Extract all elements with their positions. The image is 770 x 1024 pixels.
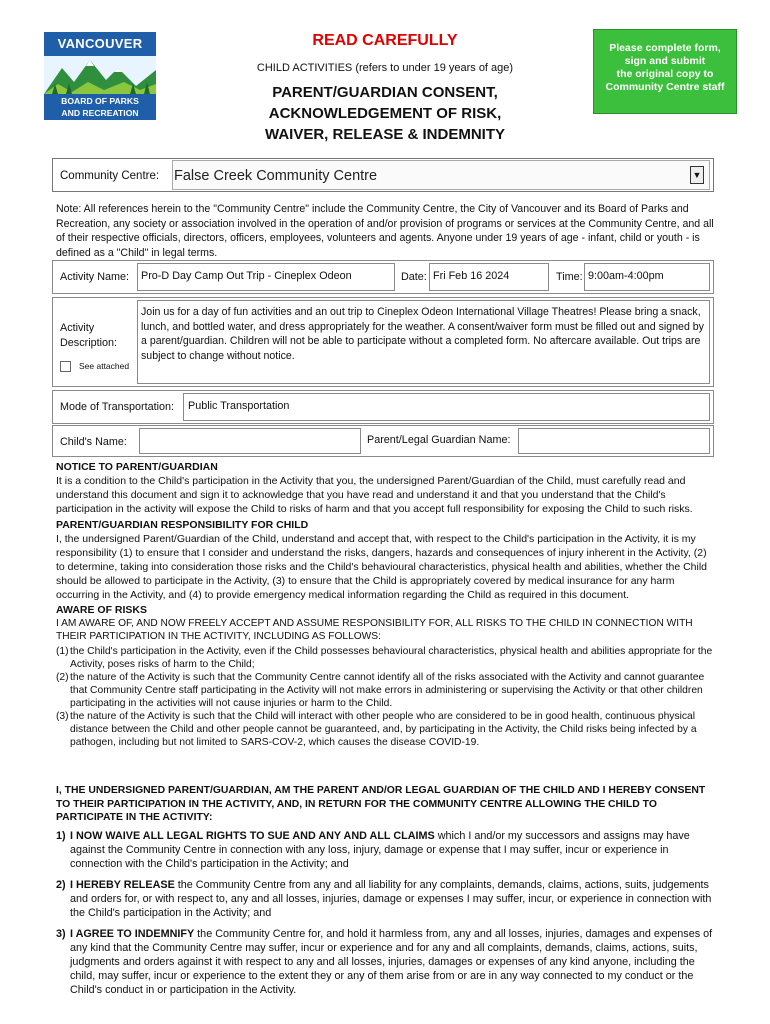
list-item (56, 927, 716, 997)
activity-description-label-1: Activity (60, 322, 95, 334)
form-title-line-1: PARENT/GUARDIAN CONSENT, (272, 84, 498, 101)
read-carefully-heading: READ CAREFULLY (312, 32, 458, 49)
form-title-line-2: ACKNOWLEDGEMENT OF RISK, (268, 105, 502, 122)
risk-item-text: the nature of the Activity is such that the Community Centre cannot identify all of the risks associated with the Activity and cannot guarantee that Community Centre staff participating in the Activity will not make errors in administering or supervising the Activity or that other children participating in the activities will not cause injuries or harm to the Child. (70, 672, 705, 709)
list-item (56, 645, 716, 671)
consent-item-bold: I AGREE TO INDEMNIFY (70, 928, 195, 940)
guardian-name-label: Parent/Legal Guardian Name: (367, 434, 511, 446)
date-value: Fri Feb 16 2024 (433, 270, 510, 282)
risk-item-text: the nature of the Activity is such that the Child will interact with other people who are considered to be in good health, continuous physical distance between the Child and other people cannot be guaranteed, and, by participating in the Activity, the Child risks being infected by a pathogen, including but not limited to SARS-COV-2, which causes the disease COVID-19. (70, 711, 697, 748)
see-attached-checkbox[interactable] (60, 361, 71, 372)
consent-item-text: which I and/or my successors and assigns may have against the Community Centre in connection with any loss, injury, damage or expense that I may suffer, incur or experience in connection with the Child's participation in the Activity; and (70, 830, 690, 870)
instructions-line-4: Community Centre staff (605, 81, 725, 93)
risks-list (56, 645, 716, 749)
date-label: Date: (401, 271, 427, 283)
responsibility-text: I, the undersigned Parent/Guardian of the Child, understand and accept that, with respect to the Child's participation in the Activity, it is my responsibility (1) to ensure that I consider and understand the risks, dangers, hazards and consequences of injury inherent in the Activity, (2) to determine, taking into consideration those risks and the Child's behavioural characteristics, physical health and abilities, whether the Child should be allowed to participate in the Activity, (3) to ensure that the Child is appropriately covered by medical insurance for any harm occurring in the Activity, and (4) to provide emergency medical information regarding the Child as required in this document. (56, 533, 708, 601)
consent-item-number: 1) (56, 830, 66, 842)
child-name-label: Child's Name: (60, 436, 127, 448)
list-item (56, 878, 716, 920)
consent-item-text: the Community Centre for, and hold it harmless from, any and all losses, injuries, damages and expenses of any kind that the Community Centre may suffer, incur or experience and for any and all complaints, demands, claims, actions, suits, judgments and orders against it with respect to any and all losses, injuries, damages or expenses of any kind anyone, including the child, may suffer, incur or experience to the extent they or any of them arise from or are in any way connected to my conduct or the Child's conduct in or participation in the Activity. (70, 928, 713, 996)
activity-description-text: Join us for a day of fun activities and an out trip to Cineplex Odeon International Village Theatres! Please bring a snack, lunch, and bottled water, and dress appropriately for the weather. A consent/waiver form must be filled out and signed by a parent/guardian. Children will not be able to participate without a completed form. No aftercare available. Out trips are subject to change without notice. (141, 306, 704, 362)
notice-heading: NOTICE TO PARENT/GUARDIAN (56, 461, 218, 473)
logo-city-text: VANCOUVER (44, 32, 156, 56)
activity-description-label-2: Description: (60, 337, 118, 349)
vancouver-parks-logo (44, 32, 156, 120)
consent-item-text: the Community Centre from any and all liability for any complaints, demands, claims, actions, suits, judgements and orders for, or with respect to, any and all losses, injuries, damage or expenses I may suffer, incur, or experience in connection with the Child's participation in the Activity; and (70, 879, 712, 919)
form-title-line-3: WAIVER, RELEASE & INDEMNITY (264, 126, 506, 143)
risk-item-number: (1) (56, 646, 69, 657)
community-centre-label: Community Centre: (60, 170, 160, 182)
child-name-field[interactable] (139, 428, 361, 454)
instructions-line-3: the original copy to (616, 68, 714, 80)
time-value: 9:00am-4:00pm (588, 270, 664, 282)
chevron-down-icon[interactable]: ▼ (690, 166, 704, 184)
activity-name-value: Pro-D Day Camp Out Trip - Cineplex Odeon (141, 270, 352, 282)
list-item (56, 671, 716, 710)
instructions-line-1: Please complete form, (609, 42, 721, 54)
consent-heading: I, THE UNDERSIGNED PARENT/GUARDIAN, AM THE PARENT AND/OR LEGAL GUARDIAN OF THE CHILD AND I HEREBY CONSENT TO THEIR PARTICIPATION IN THE ACTIVITY, AND, IN RETURN FOR THE COMMUNITY CENTRE ALLOWING THE CHILD TO PARTICIPATE IN THE ACTIVITY: (56, 785, 706, 824)
time-label: Time: (556, 271, 583, 283)
see-attached-label: See attached (79, 361, 130, 371)
risk-item-text: the Child's participation in the Activity, even if the Child possesses behavioural characteristics, physical health and abilities appropriate for the Activity, poses risks of harm to the Child; (70, 646, 713, 670)
risks-heading: AWARE OF RISKS (56, 604, 148, 616)
form-title (220, 82, 550, 145)
list-item (56, 829, 716, 871)
activity-name-label: Activity Name: (60, 271, 129, 283)
logo-board-text (44, 94, 156, 120)
list-item (56, 710, 716, 749)
responsibility-heading: PARENT/GUARDIAN RESPONSIBILITY FOR CHILD (56, 519, 309, 531)
transportation-value: Public Transportation (188, 400, 290, 412)
child-activities-subtitle: CHILD ACTIVITIES (refers to under 19 years of age) (256, 62, 514, 74)
definitions-note: Note: All references herein to the "Community Centre" include the Community Centre, the City of Vancouver and its Board of Parks and Recreation, any society or association involved in the operation of and/or provision of programs or services at the Community Centre, and all of their respective officials, directors, officers, employees, volunteers and agents. Anyone under 19 years of age - infant, child or youth - is defined as a "Child" in legal terms. (56, 203, 714, 259)
logo-line-2: AND RECREATION (61, 108, 139, 118)
risk-item-number: (2) (56, 672, 69, 683)
consent-item-bold: I NOW WAIVE ALL LEGAL RIGHTS TO SUE AND ANY AND ALL CLAIMS (70, 830, 435, 842)
community-centre-value: False Creek Community Centre (174, 168, 378, 184)
guardian-name-field[interactable] (518, 428, 710, 454)
consent-list (56, 829, 716, 997)
instructions-line-2: sign and submit (624, 55, 706, 67)
logo-mountain-icon (44, 56, 156, 94)
notice-text: It is a condition to the Child's participation in the Activity that you, the undersigned Parent/Guardian of the Child, must carefully read and understand this document and sign it to acknowledge that you have read and understand it and that you understand that the Child's participation in the activity will expose the Child to risks of harm and that you accept full responsibility for exposing the Child to such risks. (56, 475, 693, 515)
logo-line-1: BOARD OF PARKS (61, 96, 139, 106)
transportation-label: Mode of Transportation: (60, 401, 175, 413)
consent-item-number: 2) (56, 879, 66, 891)
consent-item-bold: I HEREBY RELEASE (70, 879, 175, 891)
risks-intro: I AM AWARE OF, AND NOW FREELY ACCEPT AND ASSUME RESPONSIBILITY FOR, ALL RISKS TO THE CHILD IN CONNECTION WITH THEIR PARTICIPATION IN THE ACTIVITY, INCLUDING AS FOLLOWS: (56, 618, 693, 642)
consent-item-number: 3) (56, 928, 66, 940)
risk-item-number: (3) (56, 711, 69, 722)
submission-instructions-box (593, 29, 737, 114)
